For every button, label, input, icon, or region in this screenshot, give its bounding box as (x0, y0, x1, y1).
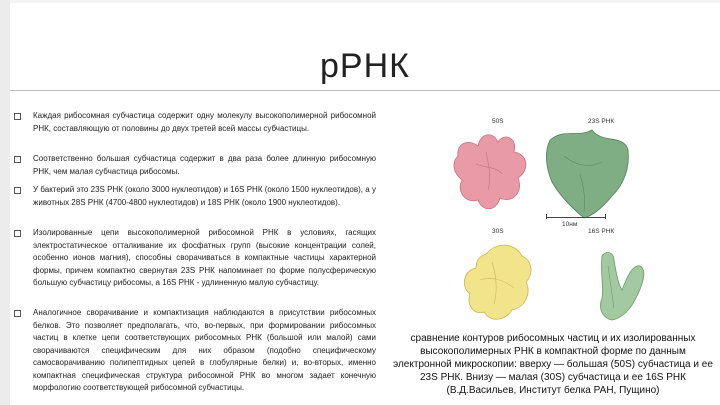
bullet-square-icon (14, 156, 21, 163)
bullet-text: Каждая рибосомная субчастица содержит одну молекулу высокополимерной рибосомной РНК, составляющую от половины до двух третей всей массы субчастицы. (33, 111, 376, 133)
subunit-50s-shape (454, 135, 526, 209)
bullet-text: Изолированные цепи высокополимерной рибосомной РНК в условиях, гасящих электростатическое отталкивание их фосфатных групп (высокие концентрации солей, особенно ионов магния), способны сворачиваться в компактные частицы характерной формы, причем компактно свернутая 23S РНК напоминает по форме полусферическую большую субчастицу рибосомы, а 16S РНК - удлиненную малую субчастицу. (33, 228, 376, 287)
label-50s: 50S (492, 118, 504, 125)
ribosome-figure (452, 104, 684, 328)
rna-23s-shape (546, 130, 628, 218)
subunit-30s-shape (464, 245, 531, 319)
label-30s: 30S (492, 228, 504, 235)
rna-16s-shape (600, 253, 643, 320)
bullet-square-icon (14, 230, 21, 237)
bullet-list (8, 0, 388, 405)
label-23s-rna: 23S РНК (588, 118, 615, 125)
figure-caption: сравнение контуров рибосомных частиц и их изолированных высокополимерных РНК в компактной форме по данным электронной микроскопии: вверху — большая (50S) субчастица и ее 23S РНК. Внизу — малая (30S) субчастица и ее 16S РНК (В.Д.Васильев, Институт белка РАН, Пущино) (393, 333, 713, 396)
bullet-square-icon (14, 310, 21, 317)
bullet-square-icon (14, 187, 21, 194)
bullet-square-icon (14, 113, 21, 120)
bullet-text: У бактерий это 23S РНК (около 3000 нуклеотидов) и 16S РНК (около 1500 нуклеотидов), а у животных 28S РНК (4700-4800 нуклеотидов) и 18S РНК (около 1900 нуклеотидов). (33, 185, 376, 207)
scale-bar (546, 217, 606, 218)
bullet-text: Соответственно большая субчастица содержит в два раза более длинную рибосомную РНК, чем малая субчастица рибосомы. (33, 154, 376, 176)
scale-label: 10нм (562, 221, 578, 228)
ribosome-shapes (452, 104, 684, 328)
bullet-text: Аналогичное сворачивание и компактизация наблюдаются в присутствии рибосомных белков. Это позволяет предполагать, что, во-первых, при формировании рибосомных частиц в клетке цепи соответствующих рибосомных РНК (большой или малой) сами сворачиваются специфическим для них образом (подобно специфическому самосворачиванию полипептидных цепей в глобулярные белки) и, во-вторых, именно компактная специфическая структура рибосомной РНК во многом задает конечную морфологию соответствующей рибосомной субчастицы. (33, 308, 376, 392)
label-16s-rna: 16S РНК (588, 228, 615, 235)
slide-title: рРНК (320, 47, 410, 85)
